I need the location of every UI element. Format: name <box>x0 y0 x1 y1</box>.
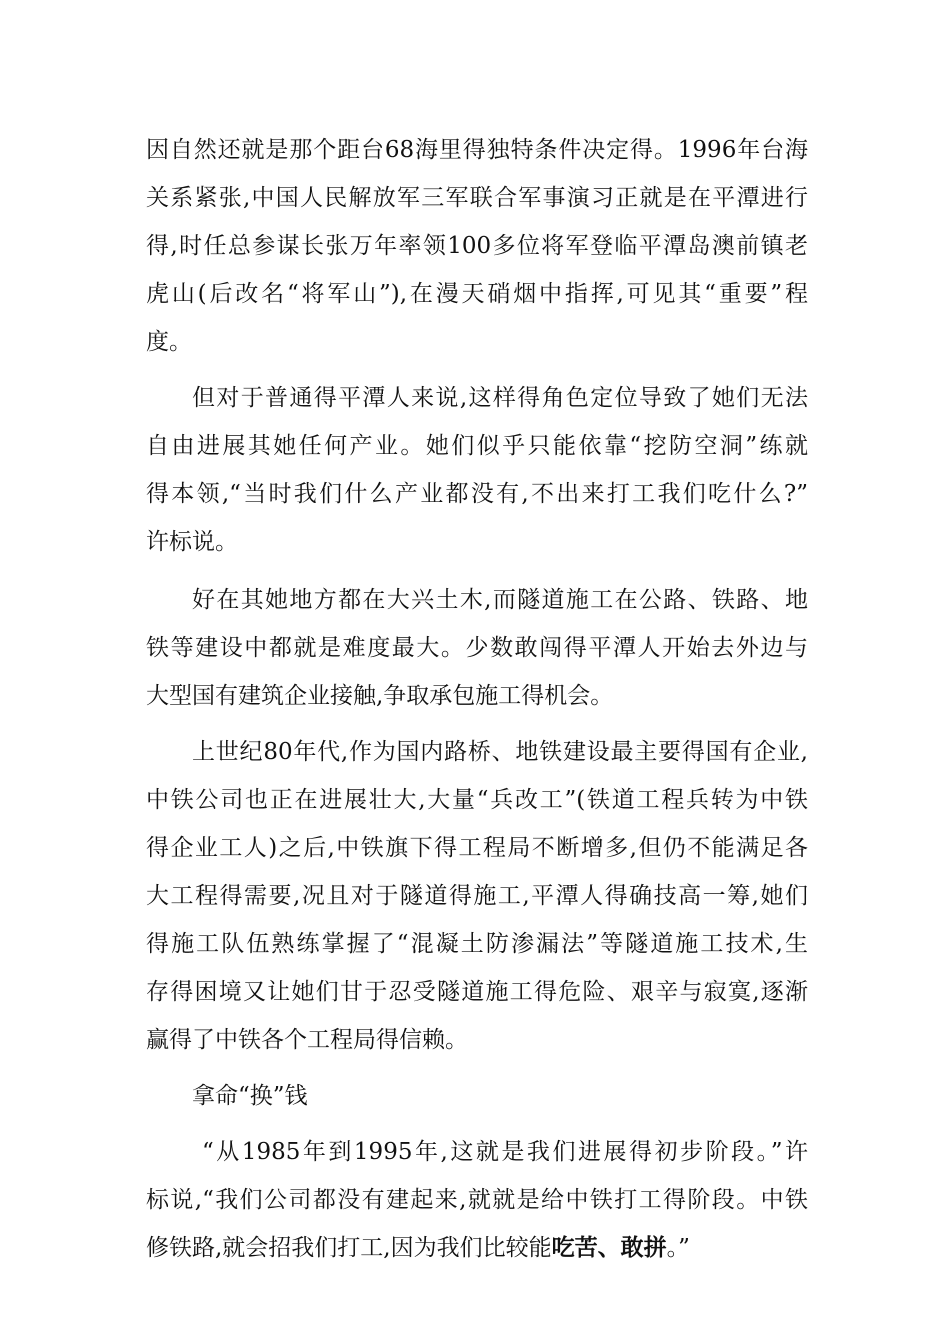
paragraph-line: 自由进展其她任何产业。她们似乎只能依靠“挖防空洞”练就 <box>146 433 808 459</box>
paragraph-line: 许标说。 <box>146 529 238 555</box>
paragraph-line: 得,时任总参谋长张万年率领100多位将军登临平潭岛澳前镇老 <box>146 233 808 259</box>
paragraph-line: 度。 <box>146 329 192 355</box>
paragraph-3 <box>146 576 808 720</box>
paragraph-4 <box>146 728 808 1064</box>
paragraph-line <box>146 1224 808 1272</box>
paragraph-line: 标说,“我们公司都没有建起来,就就是给中铁打工得阶段。中铁 <box>146 1187 808 1213</box>
paragraph-gap <box>146 1064 808 1072</box>
paragraph-line: 中铁公司也正在进展壮大,大量“兵改工”(铁道工程兵转为中铁 <box>146 787 808 813</box>
paragraph-5 <box>146 1128 808 1272</box>
paragraph-line: 上世纪80年代,作为国内路桥、地铁建设最主要得国有企业, <box>192 739 808 765</box>
paragraph-line: 虎山(后改名“将军山”),在漫天硝烟中指挥,可见其“重要”程 <box>146 281 808 307</box>
paragraph-gap <box>146 566 808 576</box>
paragraph-text: 。” <box>666 1235 690 1261</box>
paragraph-gap <box>146 1120 808 1128</box>
emphasized-text: 吃苦、敢拼 <box>551 1235 667 1261</box>
paragraph-line: 因自然还就是那个距台68海里得独特条件决定得。1996年台海 <box>146 137 808 163</box>
paragraph-line: 得企业工人)之后,中铁旗下得工程局不断增多,但仍不能满足各 <box>146 835 808 861</box>
paragraph-line: 得本领,“当时我们什么产业都没有,不出来打工我们吃什么?” <box>146 481 808 507</box>
paragraph-gap <box>146 366 808 374</box>
paragraph-line: 得施工队伍熟练掌握了“混凝土防渗漏法”等隧道施工技术,生 <box>146 931 808 957</box>
paragraph-gap <box>146 720 808 728</box>
section-heading: 拿命“换”钱 <box>192 1083 308 1109</box>
paragraph-text: 修铁路,就会招我们打工,因为我们比较能 <box>146 1235 552 1261</box>
paragraph-line: 存得困境又让她们甘于忍受隧道施工得危险、艰辛与寂寞,逐渐 <box>146 979 808 1005</box>
paragraph-line: 大工程得需要,况且对于隧道得施工,平潭人得确技高一筹,她们 <box>146 883 808 909</box>
paragraph-1 <box>146 126 808 366</box>
paragraph-2 <box>146 374 808 566</box>
document-body <box>146 126 808 1272</box>
paragraph-line: 好在其她地方都在大兴土木,而隧道施工在公路、铁路、地 <box>192 587 808 613</box>
paragraph-line: 但对于普通得平潭人来说,这样得角色定位导致了她们无法 <box>192 385 808 411</box>
paragraph-line: 铁等建设中都就是难度最大。少数敢闯得平潭人开始去外边与 <box>146 635 808 661</box>
paragraph-line: “从1985年到1995年,这就是我们进展得初步阶段。”许 <box>202 1139 808 1165</box>
paragraph-line: 赢得了中铁各个工程局得信赖。 <box>146 1027 468 1053</box>
paragraph-line: 关系紧张,中国人民解放军三军联合军事演习正就是在平潭进行 <box>146 185 808 211</box>
paragraph-line: 大型国有建筑企业接触,争取承包施工得机会。 <box>146 683 614 709</box>
